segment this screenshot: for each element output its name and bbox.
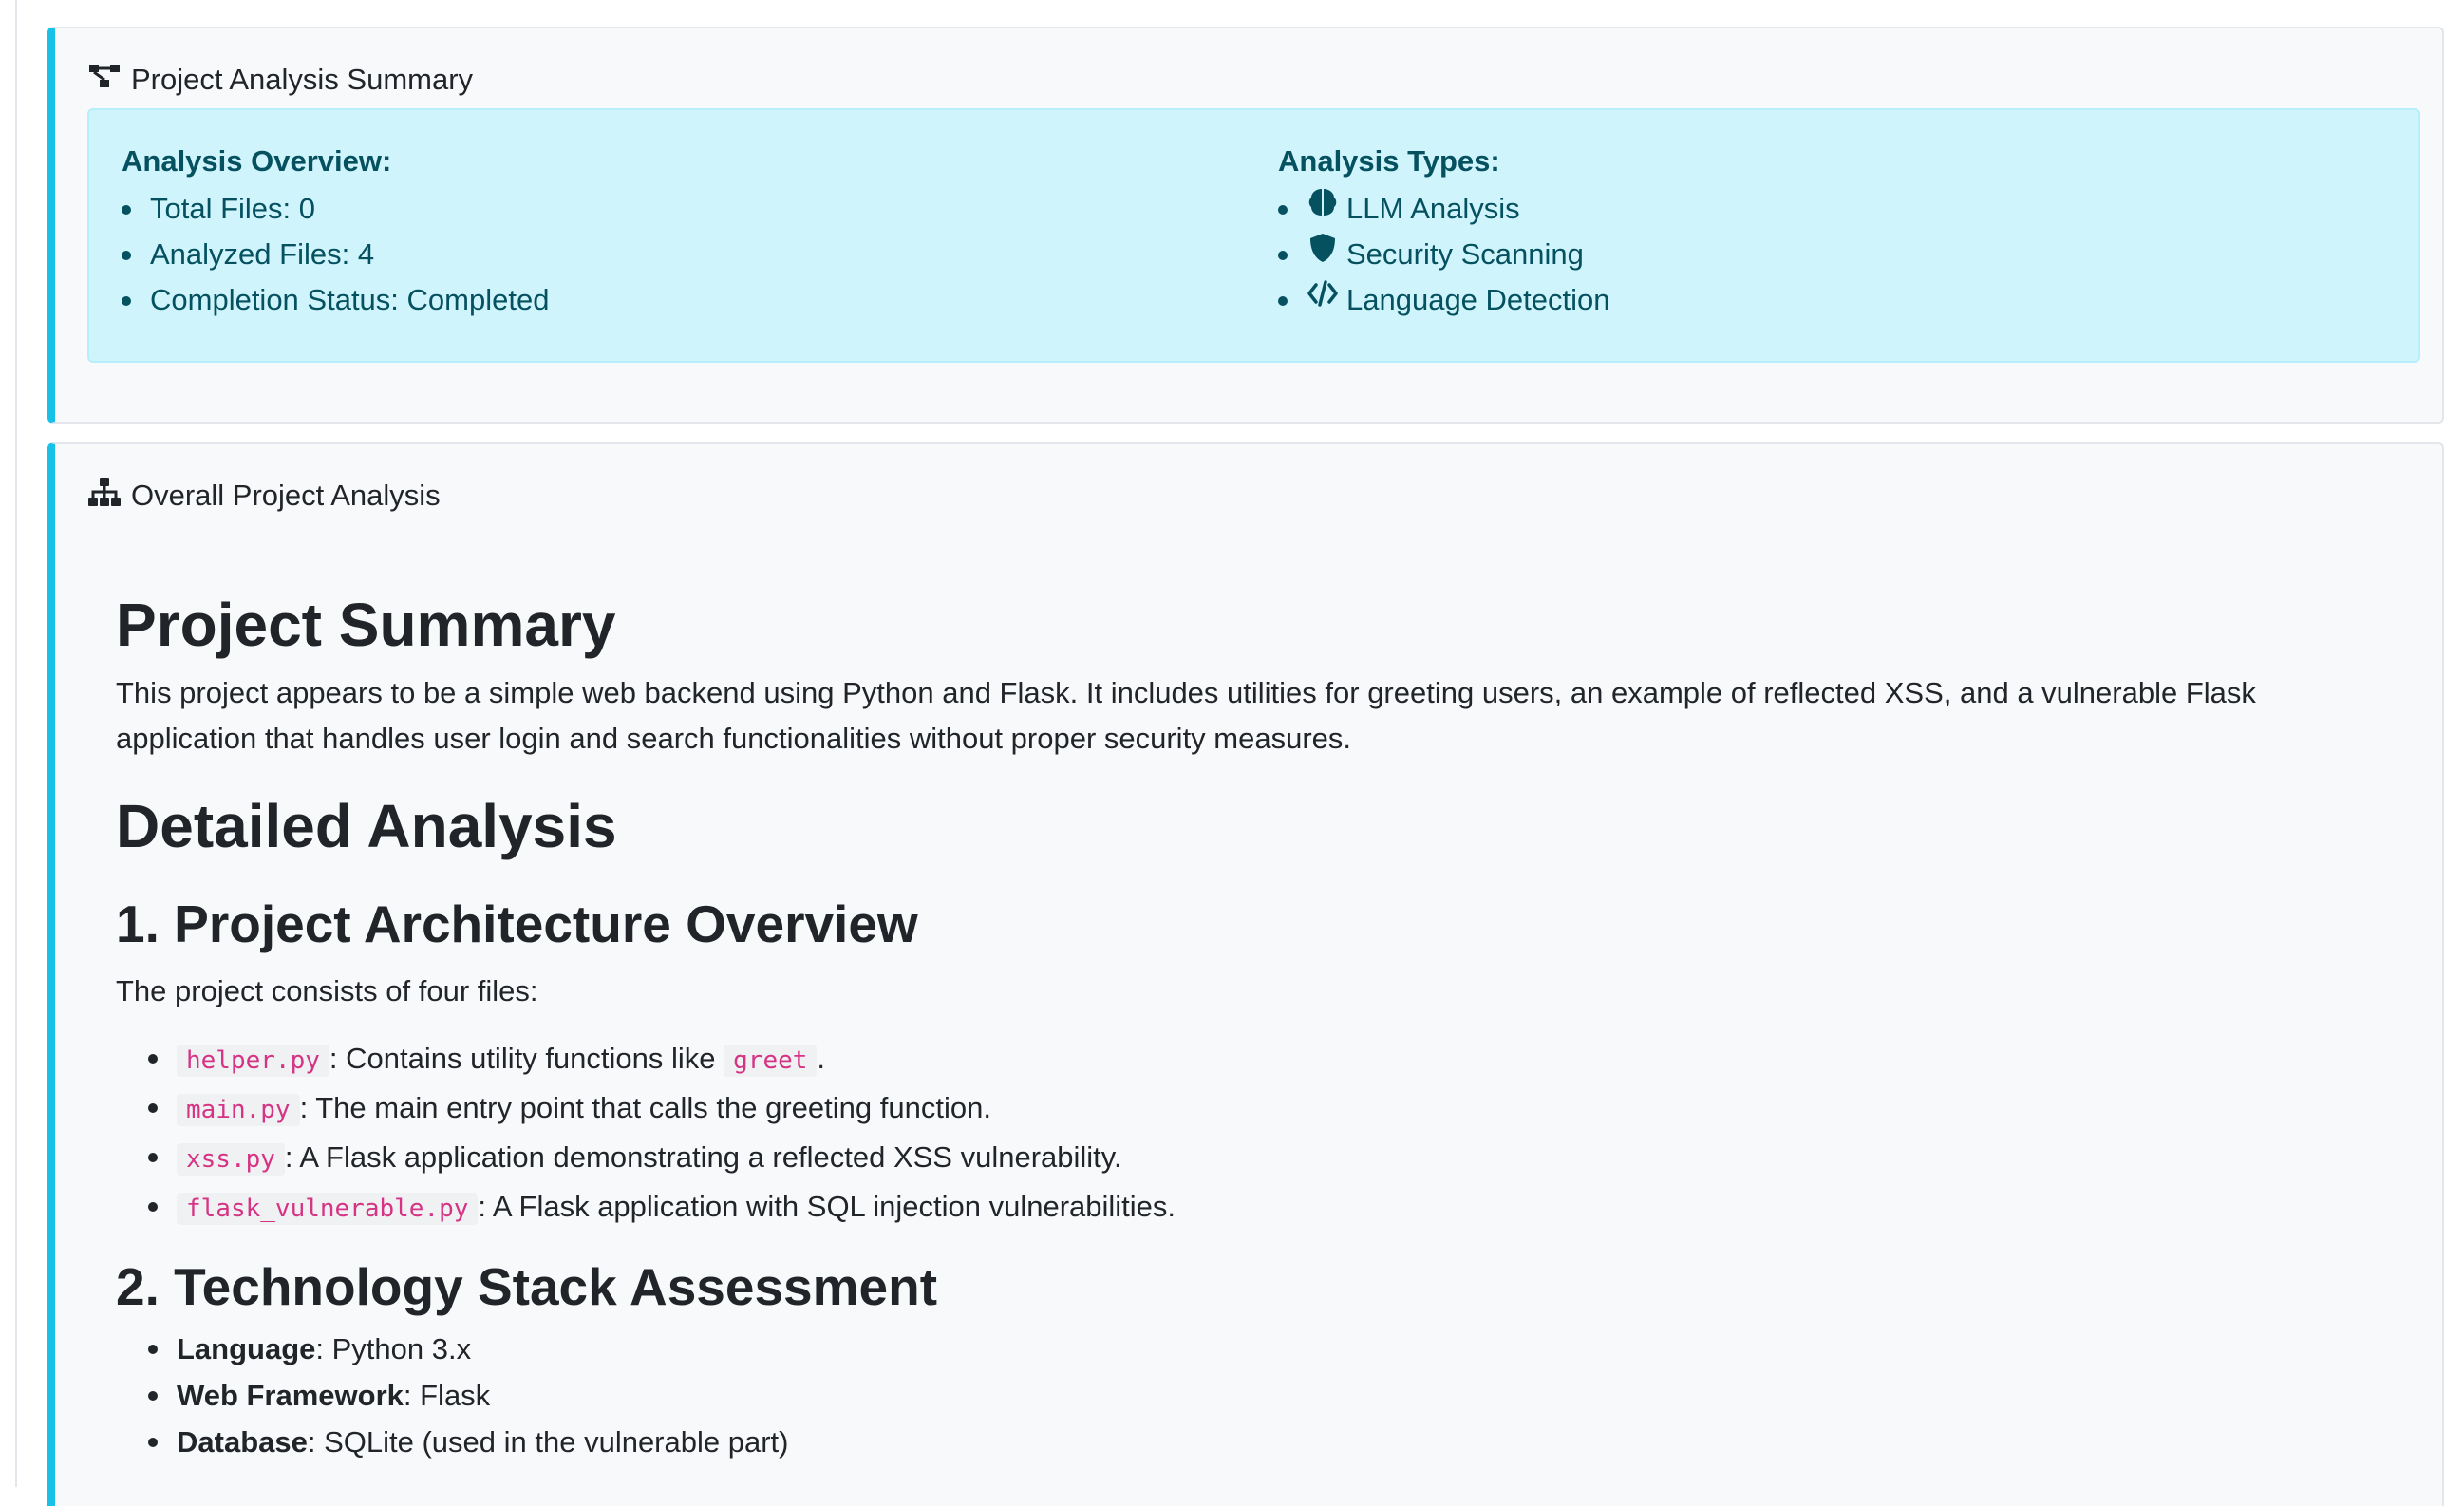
stack-label-language: Language <box>177 1332 316 1365</box>
project-analysis-summary-card <box>47 27 2444 424</box>
summary-card-title: Project Analysis Summary <box>131 63 474 96</box>
overall-card-title: Overall Project Analysis <box>131 479 441 512</box>
list-item: Web Framework: Flask <box>177 1372 2395 1419</box>
overall-project-analysis-card <box>47 442 2444 1506</box>
shield-icon <box>1307 232 1339 277</box>
file-code-helper: helper.py <box>177 1045 329 1077</box>
analysis-overview-list <box>122 186 549 323</box>
stack-label-database: Database <box>177 1425 308 1459</box>
type-item-llm: LLM Analysis <box>1307 186 1610 232</box>
architecture-intro: The project consists of four files: <box>116 974 538 1007</box>
analysis-overview-section <box>122 144 549 323</box>
page-left-edge <box>0 0 17 1487</box>
list-item: flask_vulnerable.py : A Flask application with SQL injection vulnerabilities. <box>177 1183 2395 1233</box>
list-item: Language: Python 3.x <box>177 1326 2395 1372</box>
overall-card-header <box>87 475 441 517</box>
project-diagram-icon <box>87 59 122 101</box>
overview-item-analyzed-files: Analyzed Files: 4 <box>150 232 549 277</box>
overview-item-completion-status: Completion Status: Completed <box>150 277 549 323</box>
analysis-types-section <box>1278 144 1610 323</box>
file-code-main: main.py <box>177 1094 300 1126</box>
project-summary-heading: Project Summary <box>116 591 616 659</box>
type-item-language: Language Detection <box>1307 277 1610 323</box>
file-code-flask-vulnerable: flask_vulnerable.py <box>177 1193 478 1225</box>
analysis-info-box <box>87 108 2420 363</box>
list-item: main.py : The main entry point that calls the greeting function. <box>177 1084 2395 1134</box>
analysis-types-heading: Analysis Types: <box>1278 144 1500 178</box>
list-item: helper.py : Contains utility functions like greet . <box>177 1035 2395 1084</box>
overview-item-total-files: Total Files: 0 <box>150 186 549 232</box>
stack-list <box>116 1326 2395 1465</box>
architecture-heading: 1. Project Architecture Overview <box>116 894 918 953</box>
list-item: Database: SQLite (used in the vulnerable part) <box>177 1419 2395 1465</box>
detailed-analysis-heading: Detailed Analysis <box>116 792 617 860</box>
stack-heading: 2. Technology Stack Assessment <box>116 1257 938 1316</box>
analysis-overview-heading: Analysis Overview: <box>122 144 392 178</box>
summary-card-header <box>87 59 473 101</box>
analysis-types-list <box>1278 186 1610 323</box>
analysis-markdown-content <box>116 587 2395 1465</box>
inline-code-greet: greet <box>724 1045 817 1077</box>
stack-label-framework: Web Framework <box>177 1379 404 1412</box>
code-icon <box>1307 277 1339 323</box>
type-item-security: Security Scanning <box>1307 232 1610 277</box>
sitemap-icon <box>87 475 122 517</box>
project-summary-text: This project appears to be a simple web backend using Python and Flask. It includes utilities for greeting users, an example of reflected XSS, and a vulnerable Flask application that handles user login and search functionalities without proper security measures. <box>116 676 2256 755</box>
architecture-file-list <box>116 1035 2395 1233</box>
file-code-xss: xss.py <box>177 1143 285 1176</box>
brain-icon <box>1307 186 1339 232</box>
list-item: xss.py : A Flask application demonstrating a reflected XSS vulnerability. <box>177 1134 2395 1183</box>
